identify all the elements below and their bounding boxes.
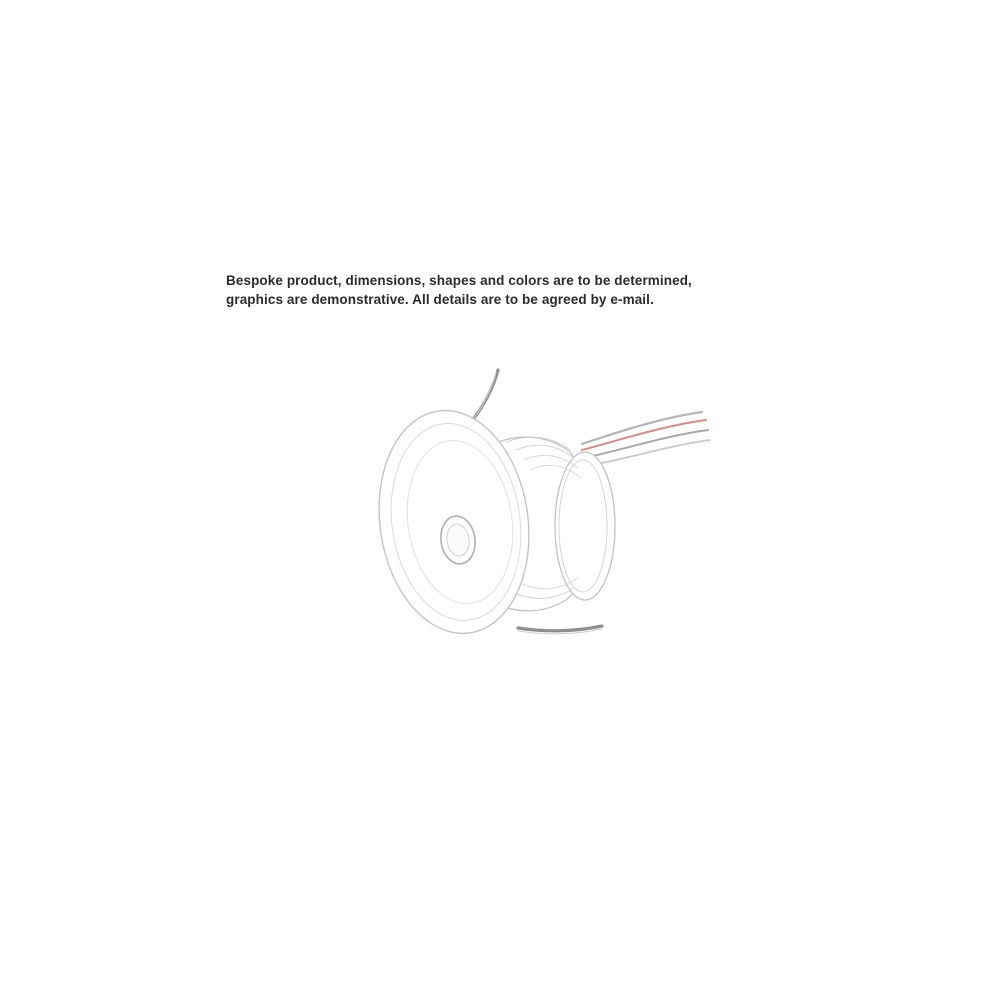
wire-harness: [582, 412, 710, 466]
disclaimer-text: [226, 272, 786, 309]
product-illustration: [330, 340, 730, 680]
retaining-clip-lower: [518, 626, 602, 634]
disclaimer-line-1: Bespoke product, dimensions, shapes and colors are to be determined,: [226, 273, 692, 288]
disclaimer-line-2: graphics are demonstrative. All details are to be agreed by e-mail.: [226, 291, 654, 307]
